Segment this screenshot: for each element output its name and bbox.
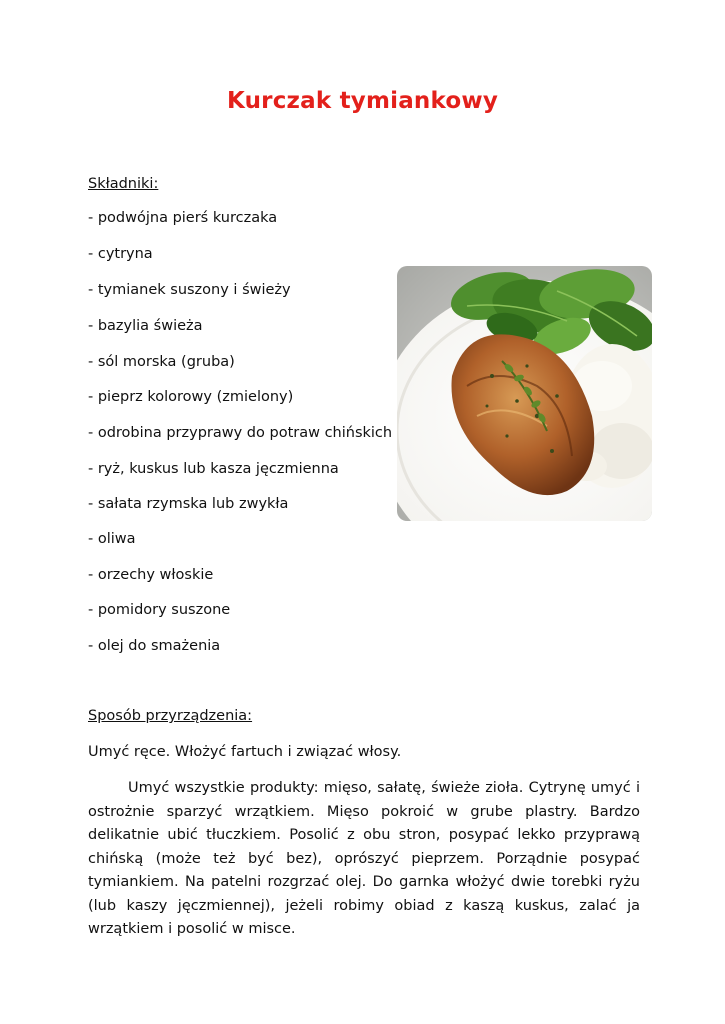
ingredient-item: - podwójna pierś kurczaka xyxy=(88,210,278,226)
preparation-intro: Umyć ręce. Włożyć fartuch i związać włosy. xyxy=(88,744,402,760)
ingredients-heading: Składniki: xyxy=(88,176,159,192)
preparation-heading: Sposób przyrządzenia: xyxy=(88,708,253,724)
preparation-body: Umyć wszystkie produkty: mięso, sałatę, świeże zioła. Cytrynę umyć i ostrożnie sparzyć wrzątkiem. Mięso pokroić w grube plastry. Bardzo delikatnie ubić tłuczkiem. Posolić z obu stron, posypać lekko przyprawą chińską (może też być bez), oprószyć pieprzem. Porządnie posypać tymiankiem. Na patelni rozgrzać olej. Do garnka włożyć dwie torebki ryżu (lub kaszy jęczmiennej), jeżeli robimy obiad z kaszą kuskus, zalać ja wrzątkiem i posolić w misce. xyxy=(88,780,640,937)
ingredient-item: - pieprz kolorowy (zmielony) xyxy=(88,389,294,405)
ingredient-item: - olej do smażenia xyxy=(88,638,221,654)
ingredient-item: - tymianek suszony i świeży xyxy=(88,282,291,298)
ingredient-item: - cytryna xyxy=(88,246,153,262)
ingredient-item: - bazylia świeża xyxy=(88,318,203,334)
ingredient-item: - sól morska (gruba) xyxy=(88,354,235,370)
ingredient-item: - odrobina przyprawy do potraw chińskich xyxy=(88,425,393,441)
ingredient-item: - pomidory suszone xyxy=(88,602,231,618)
ingredient-item: - ryż, kuskus lub kasza jęczmienna xyxy=(88,461,339,477)
recipe-title: Kurczak tymiankowy xyxy=(226,88,499,114)
ingredient-item: - orzechy włoskie xyxy=(88,567,214,583)
ingredient-item: - oliwa xyxy=(88,531,136,547)
chicken-dish-photo xyxy=(397,266,652,521)
ingredient-item: - sałata rzymska lub zwykła xyxy=(88,496,289,512)
